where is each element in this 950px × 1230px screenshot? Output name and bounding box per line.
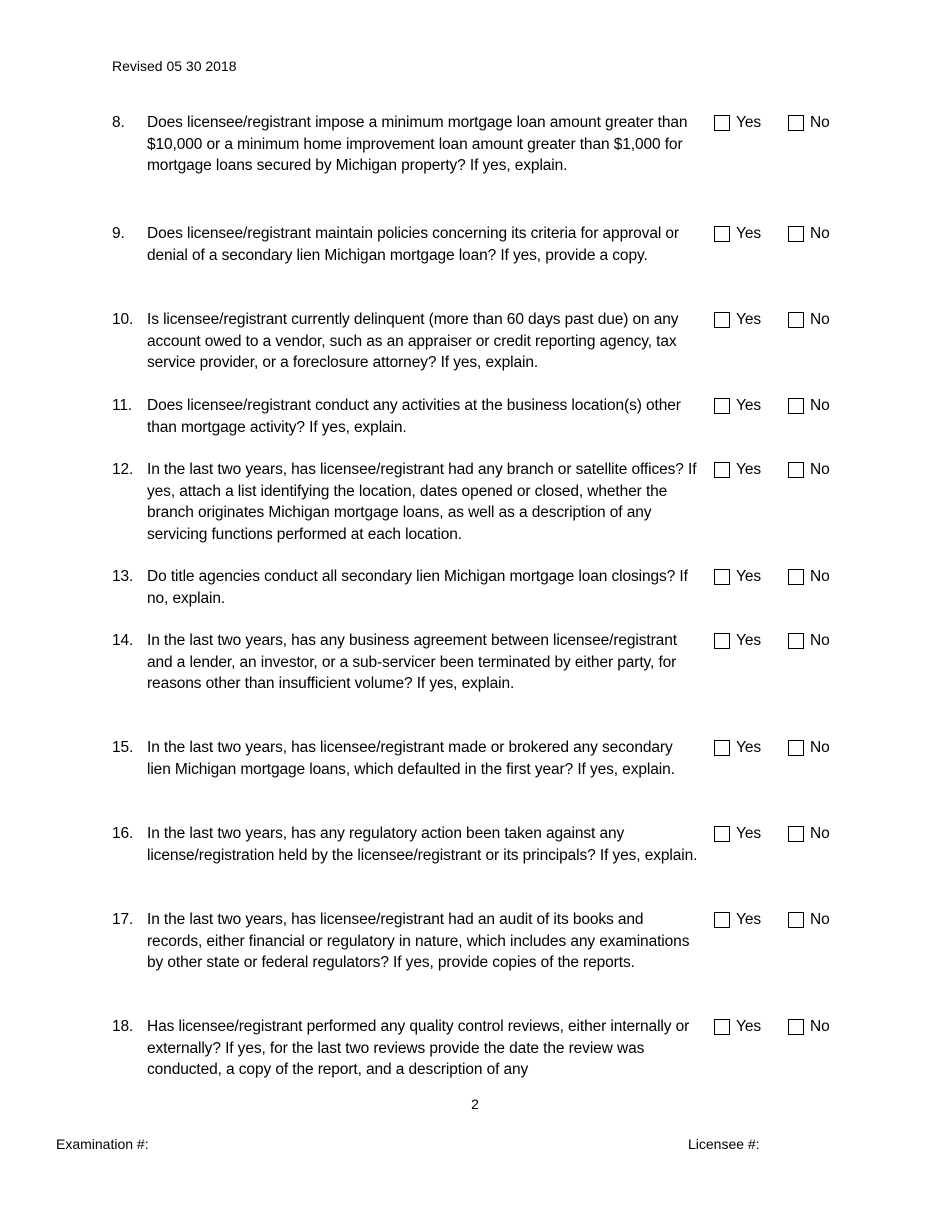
question-text: In the last two years, has any business agreement between licensee/registrant and a lender, an investor, or a sub-servicer been terminated by either party, for reasons other than insufficient volume? If yes, explain.	[147, 632, 677, 692]
no-label: No	[810, 1018, 830, 1035]
no-option[interactable]	[788, 459, 830, 481]
question-text: In the last two years, has any regulatory action been taken against any license/registration held by the licensee/registrant or its principals? If yes, explain.	[147, 825, 698, 864]
question-number: 17.	[112, 911, 134, 928]
no-option[interactable]	[788, 566, 830, 588]
no-label: No	[810, 568, 830, 585]
yes-checkbox[interactable]	[714, 569, 730, 585]
question-number: 14.	[112, 632, 134, 649]
question-number: 13.	[112, 568, 134, 585]
no-checkbox[interactable]	[788, 633, 804, 649]
yes-checkbox[interactable]	[714, 1019, 730, 1035]
yes-label: Yes	[736, 225, 761, 242]
yes-label: Yes	[736, 114, 761, 131]
yes-label: Yes	[736, 568, 761, 585]
no-label: No	[810, 225, 830, 242]
no-label: No	[810, 311, 830, 328]
question-number: 12.	[112, 461, 134, 478]
yes-label: Yes	[736, 739, 761, 756]
no-label: No	[810, 114, 830, 131]
no-label: No	[810, 397, 830, 414]
question-number: 9.	[112, 225, 125, 242]
yes-label: Yes	[736, 1018, 761, 1035]
no-option[interactable]	[788, 1016, 830, 1038]
licensee-number-label: Licensee #:	[688, 1136, 760, 1152]
yes-label: Yes	[736, 911, 761, 928]
yes-option[interactable]	[714, 566, 761, 588]
no-checkbox[interactable]	[788, 312, 804, 328]
yes-option[interactable]	[714, 737, 761, 759]
yes-option[interactable]	[714, 223, 761, 245]
no-checkbox[interactable]	[788, 1019, 804, 1035]
question-text: In the last two years, has licensee/registrant made or brokered any secondary lien Michigan mortgage loans, which defaulted in the first year? If yes, explain.	[147, 739, 675, 778]
yes-label: Yes	[736, 311, 761, 328]
question-text: In the last two years, has licensee/registrant had any branch or satellite offices? If yes, attach a list identifying the location, dates opened or closed, whether the branch originates Michigan mortgage loans, as well as a description of any servicing functions performed at each location.	[147, 461, 697, 543]
question-number: 15.	[112, 739, 134, 756]
yes-option[interactable]	[714, 459, 761, 481]
question-number: 8.	[112, 114, 125, 131]
yes-option[interactable]	[714, 630, 761, 652]
no-option[interactable]	[788, 395, 830, 417]
no-label: No	[810, 461, 830, 478]
no-checkbox[interactable]	[788, 912, 804, 928]
no-checkbox[interactable]	[788, 740, 804, 756]
question-text: Does licensee/registrant conduct any activities at the business location(s) other than mortgage activity? If yes, explain.	[147, 397, 681, 436]
yes-checkbox[interactable]	[714, 312, 730, 328]
yes-option[interactable]	[714, 309, 761, 331]
yes-option[interactable]	[714, 909, 761, 931]
no-checkbox[interactable]	[788, 462, 804, 478]
yes-option[interactable]	[714, 1016, 761, 1038]
no-checkbox[interactable]	[788, 398, 804, 414]
no-checkbox[interactable]	[788, 569, 804, 585]
yes-label: Yes	[736, 825, 761, 842]
yes-checkbox[interactable]	[714, 912, 730, 928]
no-label: No	[810, 739, 830, 756]
no-option[interactable]	[788, 112, 830, 134]
yes-label: Yes	[736, 632, 761, 649]
no-option[interactable]	[788, 309, 830, 331]
no-option[interactable]	[788, 630, 830, 652]
yes-checkbox[interactable]	[714, 226, 730, 242]
yes-checkbox[interactable]	[714, 633, 730, 649]
yes-checkbox[interactable]	[714, 826, 730, 842]
page-number: 2	[471, 1096, 479, 1112]
no-checkbox[interactable]	[788, 115, 804, 131]
question-number: 10.	[112, 311, 134, 328]
revised-date: Revised 05 30 2018	[112, 58, 237, 74]
examination-number-label: Examination #:	[56, 1136, 149, 1152]
question-text: Is licensee/registrant currently delinquent (more than 60 days past due) on any account owed to a vendor, such as an appraiser or credit reporting agency, tax service provider, or a foreclosure attorney? If yes, explain.	[147, 311, 679, 371]
yes-option[interactable]	[714, 395, 761, 417]
question-number: 11.	[112, 397, 133, 414]
no-checkbox[interactable]	[788, 226, 804, 242]
question-text: Has licensee/registrant performed any quality control reviews, either internally or externally? If yes, for the last two reviews provide the date the review was conducted, a copy of the report, and a description of any	[147, 1018, 690, 1078]
no-option[interactable]	[788, 909, 830, 931]
yes-checkbox[interactable]	[714, 740, 730, 756]
question-text: Does licensee/registrant maintain policies concerning its criteria for approval or denial of a secondary lien Michigan mortgage loan? If yes, provide a copy.	[147, 225, 679, 264]
yes-checkbox[interactable]	[714, 115, 730, 131]
yes-option[interactable]	[714, 823, 761, 845]
yes-label: Yes	[736, 397, 761, 414]
question-text: Does licensee/registrant impose a minimum mortgage loan amount greater than $10,000 or a minimum home improvement loan amount greater than $1,000 for mortgage loans secured by Michigan property? If yes, explain.	[147, 114, 688, 174]
no-label: No	[810, 632, 830, 649]
no-option[interactable]	[788, 223, 830, 245]
no-option[interactable]	[788, 823, 830, 845]
no-label: No	[810, 911, 830, 928]
question-number: 18.	[112, 1018, 134, 1035]
question-text: In the last two years, has licensee/registrant had an audit of its books and records, either financial or regulatory in nature, which includes any examinations by other state or federal regulators? If yes, provide copies of the reports.	[147, 911, 690, 971]
no-option[interactable]	[788, 737, 830, 759]
question-number: 16.	[112, 825, 134, 842]
no-checkbox[interactable]	[788, 826, 804, 842]
yes-checkbox[interactable]	[714, 398, 730, 414]
yes-label: Yes	[736, 461, 761, 478]
yes-checkbox[interactable]	[714, 462, 730, 478]
no-label: No	[810, 825, 830, 842]
yes-option[interactable]	[714, 112, 761, 134]
question-text: Do title agencies conduct all secondary lien Michigan mortgage loan closings? If no, explain.	[147, 568, 688, 607]
